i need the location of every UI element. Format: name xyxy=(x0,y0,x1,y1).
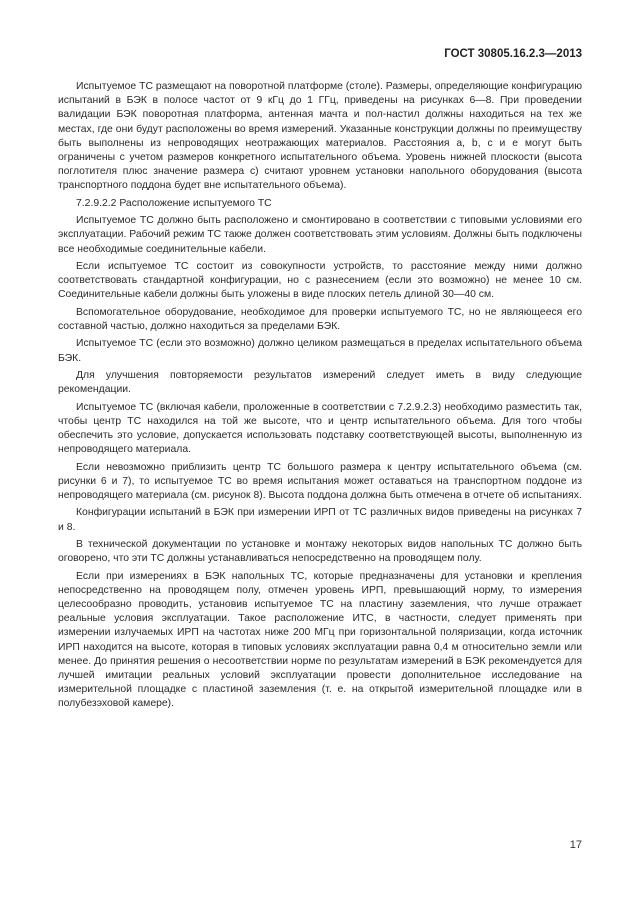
paragraph: Испытуемое ТС (если это возможно) должно целиком размещаться в пределах испытательного объема БЭК. xyxy=(58,338,582,364)
section-heading: 7.2.9.2.2 Расположение испытуемого ТС xyxy=(76,197,272,209)
body-text xyxy=(58,80,582,715)
paragraph: Испытуемое ТС размещают на поворотной платформе (столе). Размеры, определяющие конфигурацию испытаний в БЭК в полосе частот от 9 кГц до 1 ГГц, приведены на рисунках 6—8. При проведении валидации БЭК поворотная платформа, антенная мачта и пол-настил должны находиться на тех же местах, где они будут расположены во время измерений. Указанные конструкции должны по преимуществу быть выполнены из непроводящих неотражающих материалов. Расстояния a, b, c и e могут быть ограничены с учетом размеров конкретного испытательного объема. Уровень нижней плоскости (высота поглотителя плюс значение размера c) считают уровнем установки напольного оборудования (высота транспортного поддона будет вне испытательного объема). xyxy=(58,81,582,192)
paragraph: Если при измерениях в БЭК напольных ТС, которые предназначены для установки и крепления непосредственно на проводящем полу, отмечен уровень ИРП, превышающий норму, то измерения целесообразно проводить, установив испытуемое ТС на пластину заземления, что лучше отражает реальные условия эксплуатации. Такое расположение ИТС, в частности, следует применять при измерении излучаемых ИРП на частотах ниже 200 МГц при горизонтальной поляризации, когда источник ИРП находится на высоте, которая в типовых условиях эксплуатации равна 0,4 м относительно земли или менее. До принятия решения о несоответствии норме по результатам измерений в БЭК рекомендуется для лучшей имитации реальных условий эксплуатации провести дополнительное исследование на измерительной площадке с пластиной заземления (т. е. на открытой измерительной площадке или в полубезэховой камере). xyxy=(58,570,582,710)
paragraph: Конфигурации испытаний в БЭК при измерении ИРП от ТС различных видов приведены на рисунках 7 и 8. xyxy=(58,507,582,533)
paragraph: Испытуемое ТС должно быть расположено и смонтировано в соответствии с типовыми условиями его эксплуатации. Рабочий режим ТС также должен соответствовать этим условиям. Должны быть подключены все необходимые соединительные кабели. xyxy=(58,215,582,255)
paragraph: Если испытуемое ТС состоит из совокупности устройств, то расстояние между ними должно соответствовать стандартной конфигурации, но с разнесением (если это возможно) не менее 10 см. Соединительные кабели должны быть уложены в виде плоских петель длиной 30—40 см. xyxy=(58,261,582,301)
page-number: 17 xyxy=(569,839,582,851)
paragraph: Испытуемое ТС (включая кабели, проложенные в соответствии с 7.2.9.2.3) необходимо разместить так, чтобы центр ТС находился на той же высоте, что и центр испытательного объема. Для того чтобы обеспечить это условие, допускается использовать подставку соответствующей высоты, выполненную из непроводящего материала. xyxy=(58,401,582,456)
paragraph: Вспомогательное оборудование, необходимое для проверки испытуемого ТС, но не являющееся его составной частью, должно находиться за пределами БЭК. xyxy=(58,306,582,332)
paragraph: Если невозможно приблизить центр ТС большого размера к центру испытательного объема (см. рисунки 6 и 7), то испытуемое ТС во время испытания может оставаться на транспортном поддоне из непроводящего материала (см. рисунок 8). Высота поддона должна быть отмечена в отчете об испытаниях. xyxy=(58,461,582,501)
document-code-header: ГОСТ 30805.16.2.3—2013 xyxy=(444,48,582,60)
paragraph: В технической документации по установке и монтажу некоторых видов напольных ТС должно быть оговорено, что эти ТС должны устанавливаться непосредственно на проводящем полу. xyxy=(58,538,582,565)
paragraph: Для улучшения повторяемости результатов измерений следует иметь в виду следующие рекомендации. xyxy=(58,369,582,396)
